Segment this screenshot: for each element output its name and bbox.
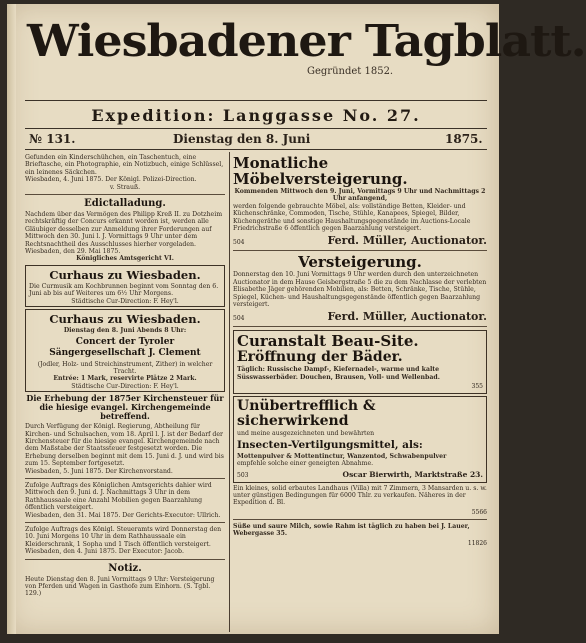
house-number-row [233,509,487,516]
baths-number-row [237,383,483,390]
church-tax-text: Durch Verfügung der Königl. Regierung, Abtheilung für Kirchen- und Schulsachen, vom 18. April l. J. ist der Bedarf der Kirchensteuer für die hiesige evangel. Kirchengemeinde nach dem Maßstabe der Staatssteuer festgesetzt worden. Die Erhebung derselben beginnt mit dem 15. Juni d. J. und wird bis zum 15. September fortgesetzt. [25,423,224,468]
milk-number-row [233,540,487,547]
issue-rule-bottom [25,149,487,150]
ad-milk [233,523,487,547]
tax-auction-text: Zufolge Auftrags des Königl. Steueramts wird Donnerstag den 10. Juni Morgens 10 Uhr in dem Rathhaussaale ein Kleiderschrank, 1 Sopha und 1 Tisch öffentlich versteigert. [25,526,222,548]
separator [233,250,487,251]
masthead-title: Wiesbadener Tagblatt. [27,15,586,67]
auction-text: Zufolge Auftrags des Königlichen Amtsgerichts dahier wird Mittwoch den 9. Juni d. J. Nachmittags 3 Uhr in dem Rathhaussaale eine Anzahl Mobilien gegen Baarzahlung öffentlich versteigert. [25,481,212,512]
milk-ad-number: 11826 [467,539,487,547]
issue-rule-top [25,128,487,129]
estate-auction-text: Donnerstag den 10. Juni Vormittags 9 Uhr werden durch den unterzeichneten Auctionator in dem Hause Geisbergstraße 5 die zu dem Nachlasse der verlebten Elisabethe Jäger gehörenden Mobilien, als: Betten, Schränke, Tische, Stühle, Spiegel, Küchen- und Haushaltungsgegenstände öffentlich gegen Baarzahlung versteigert. [233,271,487,309]
right-column [233,154,487,549]
baths-opening-heading: Eröffnung der Bäder. [237,349,403,366]
auction-signature: Wiesbaden, den 31. Mai 1875. Der Gerichts-Executor: Ullrich. [25,511,221,519]
ad-estate-auction [233,254,487,323]
concert-entry: Entrée: 1 Mark, reservirte Plätze 2 Mark. [53,375,197,383]
insect-products: Mottenpulver & Mottentinctur, Wanzentod, Schwabenpulver [237,452,447,460]
edictal-date: Wiesbaden, den 29. Mai 1875. [25,248,121,256]
edictal-court: Königliches Amtsgericht VI. [76,255,174,263]
milk-text: Süße und saure Milch, sowie Rahm ist täglich zu haben bei J. Lauer, Webergasse 35. [233,522,470,538]
issue-date: Dienstag den 8. Juni [173,132,311,146]
lost-text: Gefunden ein Kinderschühchen, ein Taschentuch, eine Brieftasche, ein Photographie, ein Notizbuch, einige Schlüssel, ein leinenes Säckchen. [25,154,224,176]
ad-curhaus-concert [25,309,225,392]
insect-ad-number: 503 [237,471,249,479]
furniture-auctioneer: Ferd. Müller, Auctionator. [327,234,487,248]
ad-country-house [233,485,487,516]
issue-year: 1875. [445,132,483,146]
notiz-text: Heute Dienstag den 8. Juni Vormittags 9 Uhr: Versteigerung von Pferden und Wagen in Gasthofe zum Einhorn. (S. Tgbl. 129.) [25,575,215,598]
scan-border [0,634,504,643]
concert-direction: Städtische Cur-Direction: F. Hey'l. [71,382,179,390]
insect-note: empfehle solche einer geneigten Abnahme. [237,460,374,468]
separator [233,326,487,327]
notice-tax-auction [25,526,225,556]
tax-auction-signature: Wiesbaden, den 4. Juni 1875. Der Executor: Jacob. [25,548,184,556]
notice-church-tax [25,394,225,475]
furniture-heading: Monatliche Möbelversteigerung. [233,154,408,188]
concert-title: Concert der Tyroler Sängergesellschaft J. Clement [49,336,201,358]
curhaus-concert-heading: Curhaus zu Wiesbaden. [49,312,201,327]
edictal-heading: Edictalladung. [84,198,166,210]
ad-monthly-furniture-auction [233,155,487,247]
page-fold [7,4,16,634]
edictal-text: Nachdem über das Vermögen des Philipp Kreß II. zu Dotzheim rechtskräftig der Concurs erkannt worden ist, werden alle Gläubiger desselben zur Anmeldung ihrer Forderungen auf Mittwoch den 30. Juni l. J. Vormittags 9 Uhr unter dem Rechtsnachtheil des Ausschlusses hierher vorgeladen. [25,211,223,248]
separator [25,559,225,560]
notice-edictal-summons [25,198,225,263]
insect-seller: Oscar Bierwirth, Marktstraße 23. [342,469,483,479]
notice-court-auction [25,482,225,519]
expedition-line: Expedition: Langgasse No. 27. [91,106,421,125]
ad-curanstalt-beau-site [233,330,487,394]
baths-ad-number: 355 [471,383,483,391]
furniture-signature-row [233,234,487,247]
estate-signature-row [233,310,487,323]
left-column [25,154,225,598]
auction-heading: Versteigerung. [298,253,422,272]
notice-notiz [25,563,225,598]
ad-curhaus-morning-music [25,265,225,307]
curanstalt-heading: Curanstalt Beau-Site. [237,332,419,351]
house-text: Ein kleines, solid erbautes Landhaus (Villa) mit 7 Zimmern, 3 Mansarden u. s. w. unter günstigen Bedingungen für 6000 Thlr. zu verkaufen. Näheres in der Expedition d. Bl. [233,484,487,507]
furniture-ad-number: 504 [233,239,245,247]
insect-signature-row [237,470,483,479]
estate-ad-number: 504 [233,315,245,323]
furniture-text: werden folgende gebrauchte Möbel, als: vollständige Betten, Kleider- und Küchenschränke, Commoden, Tische, Stühle, Kanapees, Spiegel, Bilder, Küchengeräthe und sonstige Haushaltungsgegenstände im Auctions-Locale Friedrichstraße 6 öffentlich gegen Baarzahlung versteigert. [233,202,471,233]
separator [25,194,225,195]
curhaus-heading: Curhaus zu Wiesbaden. [49,267,201,282]
separator [25,478,225,479]
baths-text: Täglich: Russische Dampf-, Kiefernadel-, warme und kalte Süsswasserbäder. Douchen, Brausen, Voll- und Wellenbad. [237,366,440,381]
separator [25,522,225,523]
column-divider [229,152,230,632]
notiz-heading: Notiz. [108,562,142,574]
separator [233,519,487,520]
house-ad-number: 5566 [471,508,487,516]
newspaper-page [7,4,586,634]
estate-auctioneer: Ferd. Müller, Auctionator. [327,310,487,324]
church-tax-signature: Wiesbaden, 5. Juni 1875. Der Kirchenvorstand. [25,467,173,475]
masthead-rule [25,100,487,101]
concert-details: (Jodler, Holz- und Streichinstrument, Zither) in welcher Tracht. [37,360,213,375]
lost-place-date: Wiesbaden, 4. Juni 1875. Der Königl. Polizei-Direction. [25,176,197,184]
church-tax-heading: Die Erhebung der 1875er Kirchensteuer für die hiesige evangel. Kirchengemeinde betreffend. [26,393,224,422]
issue-number: № 131. [29,132,76,146]
concert-date: Dienstag den 8. Juni Abends 8 Uhr: [63,327,187,335]
curhaus-text: Die Curmusik am Kochbrunnen beginnt vom Sonntag den 6. Juni ab bis auf Weiteres um 6½ Uhr Morgens. [29,282,219,298]
insect-intro: und meine ausgezeichneten und bewährten [237,430,375,438]
founded-note: Gegründet 1852. [307,66,394,77]
insect-subheading: Insecten-Vertilgungsmittel, als: [237,438,423,451]
notice-lost-items [25,154,225,191]
insect-heading: Unübertrefflich & sicherwirkend [237,398,376,430]
ad-insecticides [233,396,487,482]
furniture-date: Kommenden Mittwoch den 9. Juni, Vormittags 9 Uhr und Nachmittags 2 Uhr anfangend, [234,188,486,203]
lost-signature: v. Strauß. [109,183,141,191]
curhaus-direction: Städtische Cur-Direction: F. Hey'l. [71,297,179,305]
